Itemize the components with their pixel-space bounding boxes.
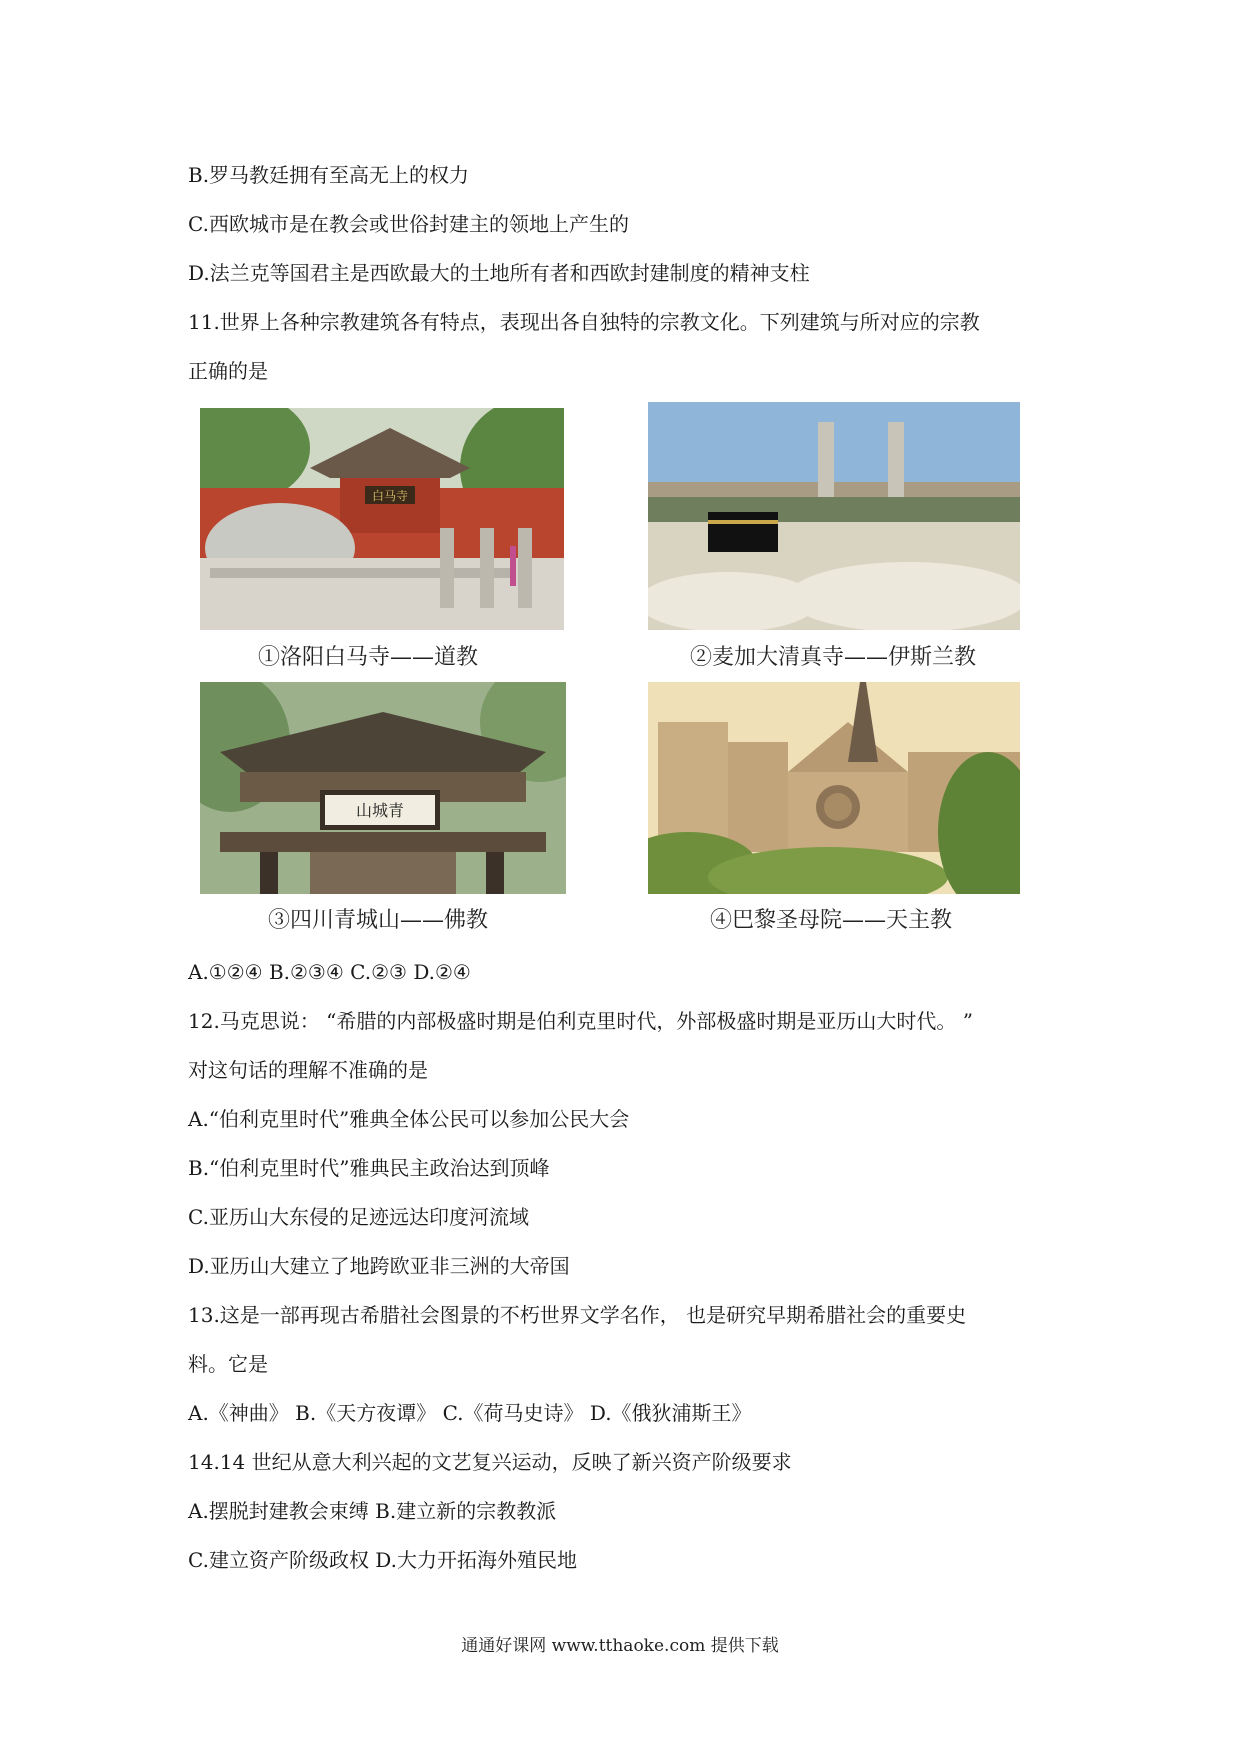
- q11-stem: 11.世界上各种宗教建筑各有特点，表现出各自独特的宗教文化。下列建筑与所对应的宗教: [188, 310, 980, 334]
- q10-option-b: B.罗马教廷拥有至高无上的权力: [188, 163, 470, 187]
- q13-options: A.《神曲》 B.《天方夜谭》 C.《荷马史诗》 D.《俄狄浦斯王》: [188, 1401, 752, 1425]
- qingcheng-mountain-photo: [200, 682, 566, 894]
- q13-stem: 13.这是一部再现古希腊社会图景的不朽世界文学名作， 也是研究早期希腊社会的重要史: [188, 1303, 967, 1327]
- q10-option-c: C.西欧城市是在教会或世俗封建主的领地上产生的: [188, 212, 629, 236]
- q12-option-a: A.“伯利克里时代”雅典全体公民可以参加公民大会: [188, 1107, 630, 1131]
- q14-stem: 14.14 世纪从意大利兴起的文艺复兴运动，反映了新兴资产阶级要求: [188, 1450, 792, 1474]
- white-horse-temple-photo: [200, 408, 564, 630]
- q11-options: A.①②④ B.②③④ C.②③ D.②④: [188, 960, 471, 984]
- q12-stem: 12.马克思说： “希腊的内部极盛时期是伯利克里时代，外部极盛时期是亚历山大时代。 ”: [188, 1009, 973, 1033]
- caption-1: ①洛阳白马寺——道教: [258, 645, 479, 670]
- caption-3: ③四川青城山——佛教: [268, 908, 489, 933]
- q13-stem-cont: 料。它是: [188, 1352, 268, 1376]
- page-footer: 通通好课网 www.tthaoke.com 提供下载: [461, 1636, 779, 1656]
- temple-plaque: 白马寺: [371, 489, 409, 503]
- q14-options-row2: C.建立资产阶级政权 D.大力开拓海外殖民地: [188, 1548, 577, 1572]
- q14-options-row1: A.摆脱封建教会束缚 B.建立新的宗教教派: [188, 1499, 557, 1523]
- gate-plaque: 山城青: [355, 801, 405, 820]
- q11-stem-cont: 正确的是: [188, 359, 268, 383]
- notre-dame-photo: [648, 682, 1020, 894]
- caption-4: ④巴黎圣母院——天主教: [710, 908, 953, 933]
- q12-option-c: C.亚历山大东侵的足迹远达印度河流域: [188, 1205, 529, 1229]
- q12-stem-cont: 对这句话的理解不准确的是: [188, 1058, 428, 1082]
- caption-2: ②麦加大清真寺——伊斯兰教: [690, 645, 977, 670]
- q10-option-d: D.法兰克等国君主是西欧最大的土地所有者和西欧封建制度的精神支柱: [188, 261, 810, 285]
- q12-option-d: D.亚历山大建立了地跨欧亚非三洲的大帝国: [188, 1254, 570, 1278]
- q12-option-b: B.“伯利克里时代”雅典民主政治达到顶峰: [188, 1156, 550, 1180]
- mecca-mosque-photo: [648, 402, 1020, 630]
